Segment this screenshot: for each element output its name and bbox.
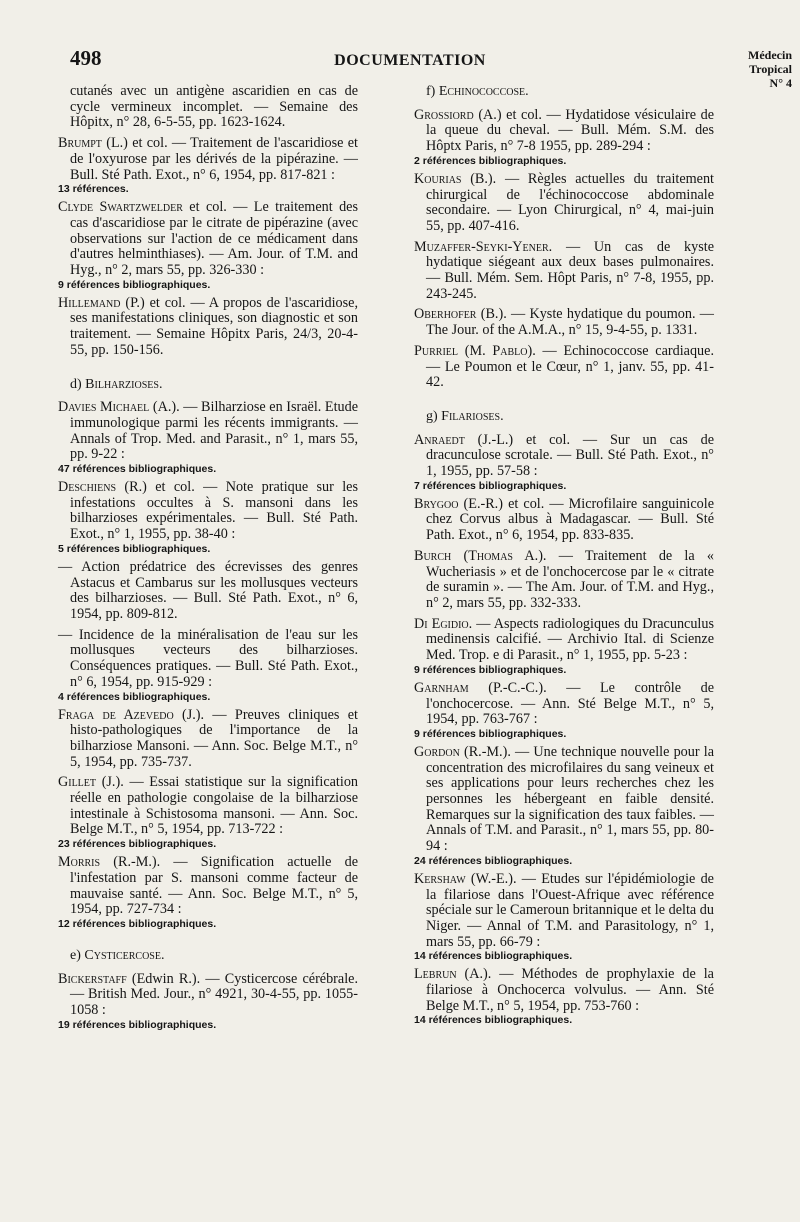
reference-count-note: 14 références bibliographiques.: [414, 950, 573, 963]
bibliography-entry: [414, 240, 714, 303]
entry-author: Hillemand (P.): [58, 294, 145, 311]
entry-author: Brygoo (E.-R.): [414, 495, 503, 512]
entry-author: Purriel (M. Pablo).: [414, 342, 536, 359]
entry-citation: — Le contrôle de l'onchocercose. — Ann. Sté Belge M.T., n° 5, 1954, pp. 763-767 :: [426, 679, 715, 728]
entry-author: Davies Michael (A.).: [58, 399, 180, 416]
bibliography-entry: [414, 549, 714, 612]
entry-author: Anraedt (J.-L.): [414, 431, 514, 448]
section-letter: d): [70, 376, 82, 392]
bibliography-entry: [58, 136, 358, 195]
entry-citation: et col. — Le traitement des cas d'ascaridiose par le citrate de pipérazine (avec observations sur l'action de ce médicament dans d'autres helminthiases). — Am. Jour. of T.M. and Hyg., n° 2, mars 55, pp. 326-330 :: [70, 199, 358, 279]
entry-citation: — Aspects radiologiques du Dracunculus medinensis calcifié. — Archivio Ital. di Scienze Med. Trop. e di Parasit., n° 1, 1955, pp. 5-23 :: [426, 615, 714, 664]
bibliography-entry: [58, 972, 358, 1031]
bibliography-entry: [414, 344, 714, 391]
entry-citation: — Etudes sur l'épidémiologie de la filariose dans l'Ouest-Afrique avec référence spéciale sur le Cameroun britannique et le delta du Niger. — Annal of T.M. and Parasitology, n° 1, mars 55, pp. 66-79 :: [426, 870, 714, 950]
bibliography-entry: [58, 855, 358, 930]
section-heading-echinococcose: [426, 84, 714, 100]
bibliography-entry: [58, 775, 358, 850]
entries-list-filarioses: [414, 433, 714, 1027]
corner-line-2: Tropical: [749, 62, 792, 76]
entry-body: [414, 433, 714, 480]
reference-count-note: 12 références bibliographiques.: [58, 917, 217, 930]
section-name: Filarioses.: [441, 408, 504, 424]
entry-body: [414, 344, 714, 391]
entry-body: [414, 172, 714, 235]
entry-body: [58, 775, 358, 838]
reference-count-note: 24 références bibliographiques.: [414, 854, 573, 867]
bibliography-entry: [414, 681, 714, 740]
reference-count-note: 13 références.: [58, 183, 129, 196]
entry-body: [414, 549, 714, 612]
reference-count-note: 19 références bibliographiques.: [58, 1018, 217, 1031]
bibliography-entry: [58, 708, 358, 771]
entry-citation: et col. — A propos de l'ascaridiose, ses manifestations cliniques, son diagnostic et son traitement. — Semaine Hôpitx Paris, 24/3, 20-4-55, pp. 150-156.: [70, 294, 358, 358]
entry-author: Grossiord (A.): [414, 106, 502, 123]
bibliography-entry: [58, 560, 358, 623]
entry-body: [58, 972, 358, 1019]
entry-body: [58, 480, 358, 543]
section-heading-filarioses: [426, 409, 714, 425]
continued-entry: [58, 84, 358, 131]
bibliography-entry: [414, 108, 714, 167]
entry-body: [58, 296, 358, 359]
bibliography-entry: [58, 628, 358, 703]
entry-citation: — Traitement de la « Wucheriasis » et de l'onchocercose par le « citrate de suramin ». — The Am. Jour. of T.M. and Hyg., n° 2, mars 55, pp. 332-333.: [426, 547, 714, 611]
bibliography-entry: [58, 200, 358, 291]
section-name: Echinococcose.: [438, 84, 529, 99]
entry-author: Fraga de Azevedo (J.).: [58, 706, 205, 723]
reference-count-note: 47 références bibliographiques.: [58, 463, 217, 476]
entry-citation: et col. — Microfilaire sanguinicole chez Corvus albus à Madagascar. — Bull. Sté Path. Exot., n° 6, 1954, pp. 833-835.: [426, 495, 714, 544]
entry-citation: — Preuves cliniques et histo-pathologiques de l'importance de la bilharziose Mansoni. — Ann. Soc. Belge M.T., n° 5, 1954, pp. 735-737.: [70, 706, 358, 770]
reference-count-note: 4 références bibliographiques.: [58, 690, 211, 703]
entry-author: Garnham (P.-C.-C.).: [414, 679, 547, 696]
bibliography-entry: [414, 307, 714, 338]
reference-count-note: 23 références bibliographiques.: [58, 838, 217, 851]
entry-author: Gillet (J.).: [58, 774, 124, 791]
entry-author: Muzaffer-Seyki-Yener.: [414, 238, 553, 255]
section-letter: f): [426, 84, 436, 99]
reference-count-note: 9 références bibliographiques.: [414, 727, 567, 740]
section-name: Bilharzioses.: [85, 376, 163, 392]
entry-citation: — Un cas de kyste hydatique siégeant aux deux bases pulmonaires. — Bull. Mém. Sem. Hôpt Paris, n° 7-8, 1955, pp. 243-245.: [426, 238, 714, 302]
entry-body: [414, 108, 714, 155]
right-column: [414, 84, 714, 1031]
entry-citation: — Incidence de la minéralisation de l'eau sur les mollusques vecteurs des bilharzioses. Conséquences pratiques. — Bull. Sté Path. Exot., n° 6, 1954, pp. 915-929 :: [58, 626, 358, 690]
entry-citation: et col. — Note pratique sur les infestations occultes à S. mansoni dans les bilharzioses expérimentales. — Bull. Sté Path. Exot., n° 1, 1955, pp. 38-40 :: [70, 479, 358, 543]
entry-citation: — Règles actuelles du traitement chirurgical de l'échinococcose abdominale secondaire. — Lyon Chirurgical, n° 4, mai-juin 55, pp. 407-416.: [426, 170, 714, 234]
entries-list-a: [58, 136, 358, 358]
entry-citation: — Action prédatrice des écrevisses des genres Astacus et Cambarus sur les mollusques vecteurs des bilharzioses. — Bull. Sté Path. Exot., n° 6, 1954, pp. 809-812.: [58, 558, 358, 622]
corner-line-1: Médecin: [748, 48, 792, 62]
entry-citation: et col. — Traitement de l'ascaridiose et de l'oxyurose par les dérivés de la pipérazine. — Bull. Sté Path. Exot., n° 6, 1954, pp. 817-821 :: [70, 135, 358, 183]
entry-citation: (Edwin R.). — Cysticercose cérébrale. — British Med. Jour., n° 4921, 30-4-55, pp. 1055-1058 :: [70, 970, 358, 1019]
section-name: Cysticercose.: [84, 947, 165, 963]
corner-line-3: N° 4: [769, 76, 792, 90]
entry-citation: — Echinococcose cardiaque. — Le Poumon et le Cœur, n° 1, janv. 55, pp. 41-42.: [426, 342, 714, 391]
entry-author: Oberhofer (B.).: [414, 306, 507, 323]
entry-body: [58, 136, 358, 183]
section-letter: g): [426, 408, 438, 424]
entry-citation: et col. — Hydatidose vésiculaire de la queue du cheval. — Bull. Mém. S.M. des Hôptx Paris, n° 7-8 1955, pp. 289-294 :: [426, 106, 714, 155]
entry-body: [58, 855, 358, 918]
entry-author: Gordon (R.-M.).: [414, 743, 511, 760]
reference-count-note: 9 références bibliographiques.: [58, 278, 211, 291]
entry-body: [414, 681, 714, 728]
entry-citation: et col. — Sur un cas de dracunculose scrotale. — Bull. Sté Path. Exot., n° 1, 1955, pp. 57-58 :: [426, 431, 714, 480]
entry-body: [58, 200, 358, 279]
entry-citation: — Kyste hydatique du poumon. — The Jour. of the A.M.A., n° 15, 9-4-55, p. 1331.: [426, 306, 714, 339]
section-heading-cysticercose: [70, 948, 358, 964]
reference-count-note: 14 références bibliographiques.: [414, 1014, 573, 1027]
entry-author: Brumpt (L.): [58, 135, 128, 152]
reference-count-note: 2 références bibliographiques.: [414, 154, 567, 167]
entry-author: Bickerstaff: [58, 970, 127, 987]
entry-author: Clyde Swartzwelder: [58, 199, 183, 216]
entry-citation: — Bilharziose en Israël. Etude immunologique parmi les récents immigrants. — Annals of Trop. Med. and Parasit., n° 1, mars 55, pp. 9-22 :: [70, 399, 358, 463]
entry-author: Burch (Thomas A.).: [414, 547, 547, 564]
bibliography-entry: [58, 296, 358, 359]
entries-list-bilharzioses: [58, 400, 358, 930]
section-letter: e): [70, 947, 81, 963]
bibliography-entry: [58, 400, 358, 475]
bibliography-entry: [414, 172, 714, 235]
page-title: DOCUMENTATION: [334, 52, 486, 69]
bibliography-entry: [414, 967, 714, 1026]
bibliography-entry: [414, 745, 714, 867]
entry-author: Morris (R.-M.).: [58, 854, 161, 871]
entry-author: Di Egidio.: [414, 615, 473, 632]
entry-citation: — Une technique nouvelle pour la concentration des microfilaires du sang veineux et ses applications pour leurs recherches chez les personnes les hébergeant en faible densité. Remarques sur la signification des taux faibles. — Annals of T.M. and Parasit., n° 1, mars 55, pp. 80-94 :: [426, 743, 714, 855]
section-heading-bilharzioses: [70, 377, 358, 393]
entry-body: [414, 967, 714, 1014]
entry-body: [414, 617, 714, 664]
bibliography-entry: [414, 497, 714, 544]
entry-author: Deschiens (R.): [58, 479, 147, 496]
entry-citation: — Signification actuelle de l'infestation par S. mansoni comme facteur de mauvaise santé. — Ann. Soc. Belge M.T., n° 5, 1954, pp. 727-734 :: [70, 854, 358, 918]
entry-body: [58, 560, 358, 623]
reference-count-note: 9 références bibliographiques.: [414, 663, 567, 676]
entries-list-cysticercose: [58, 972, 358, 1031]
entry-body: [58, 400, 358, 463]
entry-body: [58, 628, 358, 691]
entry-citation: — Méthodes de prophylaxie de la filariose à Onchocerca volvulus. — Ann. Sté Belge M.T., n° 5, 1954, pp. 753-760 :: [426, 966, 714, 1014]
left-column: [58, 84, 358, 1036]
reference-count-note: 5 références bibliographiques.: [58, 542, 211, 555]
bibliography-entry: [414, 872, 714, 963]
entry-body: [414, 307, 714, 338]
entry-author: Kershaw (W.-E.).: [414, 870, 517, 887]
reference-count-note: 7 références bibliographiques.: [414, 479, 567, 492]
entry-citation: — Essai statistique sur la signification réelle en pathologie congolaise de la bilharziose intestinale à Schistosoma mansoni. — Ann. Soc. Belge M.T., n° 5, 1954, pp. 713-722 :: [70, 774, 359, 838]
entries-list-echinococcose: [414, 108, 714, 391]
entry-body: [414, 872, 714, 951]
entry-author: Lebrun (A.).: [414, 966, 492, 983]
bibliography-entry: [414, 617, 714, 676]
entry-text: cutanés avec un antigène ascaridien en cas de cycle vermineux incomplet. — Semaine des Hôpitx, n° 28, 6-5-55, pp. 1623-1624.: [70, 83, 358, 131]
entry-body: [58, 708, 358, 771]
entry-body: [414, 745, 714, 855]
entry-body: [414, 497, 714, 544]
journal-corner-label: [748, 48, 792, 90]
bibliography-entry: [58, 480, 358, 555]
page-number: 498: [70, 46, 102, 70]
entry-body: [414, 240, 714, 303]
entry-author: Kourias (B.).: [414, 170, 497, 187]
bibliography-entry: [414, 433, 714, 492]
